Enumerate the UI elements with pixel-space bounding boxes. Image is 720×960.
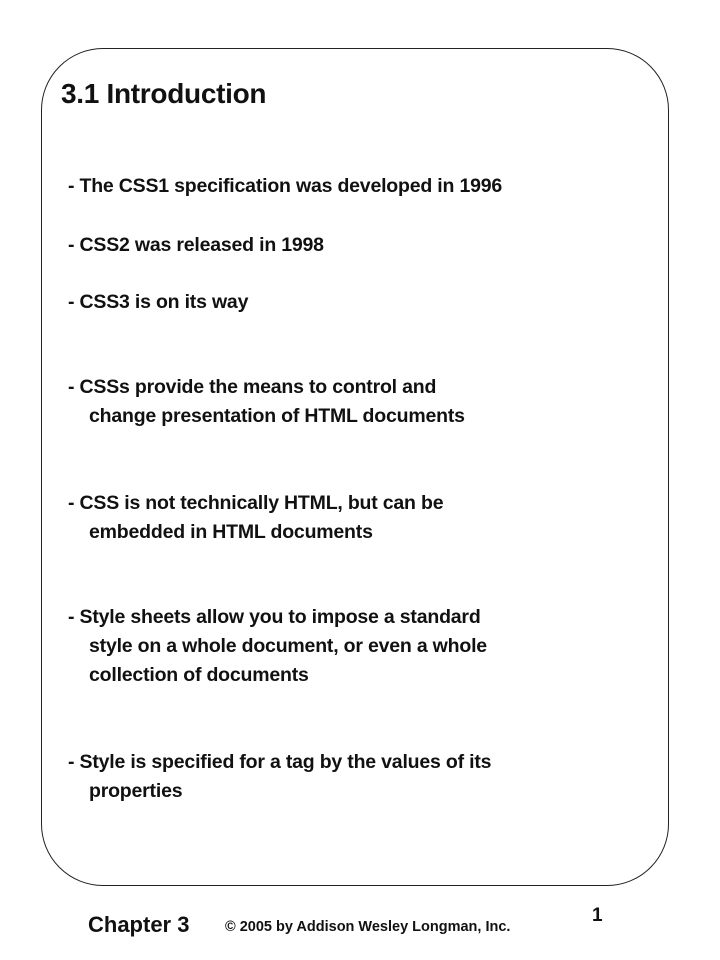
footer-copyright: © 2005 by Addison Wesley Longman, Inc. [225, 919, 511, 935]
bullet-line: embedded in HTML documents [89, 521, 373, 543]
bullet-line: - Style is specified for a tag by the values of its [68, 751, 492, 773]
page-number: 1 [592, 905, 603, 926]
bullet-line: - The CSS1 specification was developed in 1996 [68, 175, 503, 197]
bullet-line: - CSS3 is on its way [68, 291, 249, 313]
bullet-line: properties [89, 780, 183, 802]
bullet-item [68, 748, 491, 806]
bullet-item [68, 172, 502, 201]
bullet-item [68, 373, 465, 431]
bullet-line: style on a whole document, or even a whole [89, 635, 487, 657]
bullet-line: - CSS2 was released in 1998 [68, 234, 324, 256]
slide-title: 3.1 Introduction [61, 78, 267, 109]
bullet-line: - Style sheets allow you to impose a standard [68, 606, 481, 628]
bullet-line: collection of documents [89, 664, 309, 686]
bullet-item [68, 603, 487, 690]
bullet-line: - CSS is not technically HTML, but can be [68, 492, 444, 514]
bullet-line: change presentation of HTML documents [89, 405, 465, 427]
bullet-item [68, 288, 248, 317]
footer-chapter: Chapter 3 [88, 912, 190, 937]
bullet-item [68, 489, 443, 547]
bullet-item [68, 231, 324, 260]
bullet-line: - CSSs provide the means to control and [68, 376, 437, 398]
